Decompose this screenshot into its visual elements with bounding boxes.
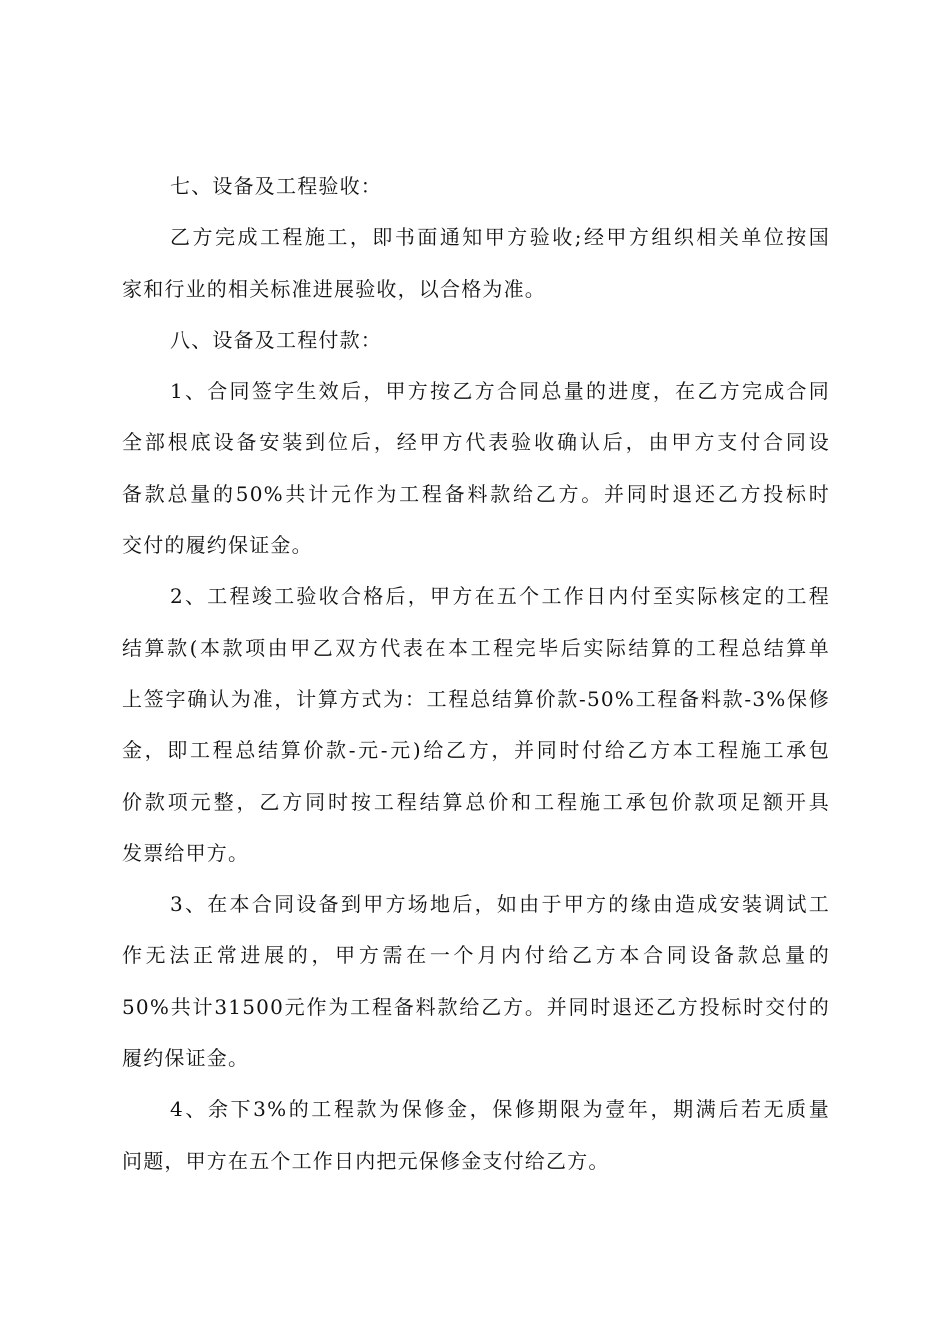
text-line: 作无法正常进展的，甲方需在一个月内付给乙方本合同设备款总量的 [122, 943, 830, 968]
section-8-heading [122, 315, 830, 366]
text-line: 1、合同签字生效后，甲方按乙方合同总量的进度，在乙方完成合同 [170, 379, 830, 404]
clause-3-paragraph [122, 879, 830, 1084]
text-line: 问题，甲方在五个工作日内把元保修金支付给乙方。 [122, 1148, 610, 1173]
text-line: 七、设备及工程验收： [170, 174, 382, 198]
text-line: 金，即工程总结算价款-元-元)给乙方，并同时付给乙方本工程施工承包 [122, 738, 830, 763]
text-line: 2、工程竣工验收合格后，甲方在五个工作日内付至实际核定的工程 [170, 584, 830, 609]
text-line: 备款总量的50%共计元作为工程备料款给乙方。并同时退还乙方投标时 [122, 481, 830, 506]
text-line: 全部根底设备安装到位后，经甲方代表验收确认后，由甲方支付合同设 [122, 430, 830, 455]
section-7-heading [122, 161, 830, 212]
text-line: 家和行业的相关标准进展验收，以合格为准。 [122, 276, 546, 301]
text-line: 3、在本合同设备到甲方场地后，如由于甲方的缘由造成安装调试工 [170, 892, 830, 917]
text-line: 4、余下3%的工程款为保修金，保修期限为壹年，期满后若无质量 [170, 1097, 830, 1122]
clause-4-paragraph [122, 1084, 830, 1187]
clause-2-paragraph [122, 571, 830, 879]
text-line: 价款项元整，乙方同时按工程结算总价和工程施工承包价款项足额开具 [122, 789, 830, 814]
text-line: 发票给甲方。 [122, 840, 250, 865]
text-line: 交付的履约保证金。 [122, 533, 313, 558]
clause-1-paragraph [122, 366, 830, 571]
section-7-paragraph [122, 212, 830, 315]
text-line: 履约保证金。 [122, 1046, 250, 1071]
text-line: 八、设备及工程付款： [170, 327, 382, 352]
document-body [122, 161, 830, 1187]
text-line: 结算款(本款项由甲乙双方代表在本工程完毕后实际结算的工程总结算单 [122, 635, 830, 660]
text-line: 乙方完成工程施工，即书面通知甲方验收;经甲方组织相关单位按国 [170, 225, 830, 250]
text-line: 50%共计31500元作为工程备料款给乙方。并同时退还乙方投标时交付的 [122, 994, 830, 1019]
text-line: 上签字确认为准，计算方式为：工程总结算价款-50%工程备料款-3%保修 [122, 686, 830, 711]
